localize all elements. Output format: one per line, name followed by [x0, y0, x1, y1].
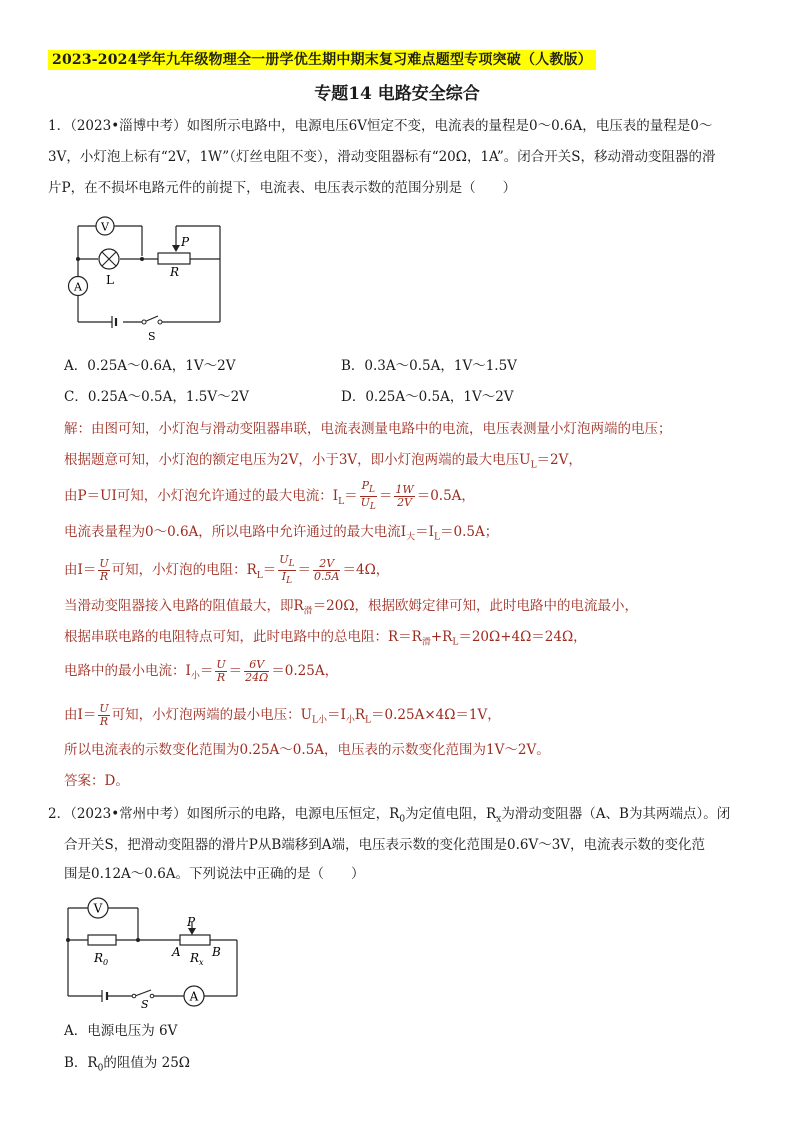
q1-solution-line-2: 根据题意可知，小灯泡的额定电压为2V，小于3V，即小灯泡两端的最大电压$U_L=2V$， [64, 452, 582, 471]
slider-arrow-icon [188, 928, 196, 935]
svg-text:V: V [101, 220, 109, 234]
svg-text:S: S [141, 998, 149, 1011]
q1-line-2: 3V，小灯泡上标有“2V，1W”（灯丝电阻不变），滑动变阻器标有“20Ω，1A”。闭合开关S，移动滑动变阻器的滑 [48, 149, 716, 165]
svg-text:A: A [74, 280, 82, 294]
q1-option-c[interactable]: C．0.25A～0.5A，1.5V～2V [64, 389, 249, 405]
q1-solution-line-8: 电路中的最小电流：$I_小=$ $\frac{U}{R}$ ＝ $\frac{6V}{24\Omega}$ ＝0.25A， [64, 658, 339, 684]
svg-text:R: R [170, 265, 180, 279]
svg-text:A: A [189, 989, 199, 1004]
q1-option-b[interactable]: B．0.3A～0.5A，1V～1.5V [341, 358, 517, 374]
q1-answer: 答案：D。 [64, 773, 129, 789]
svg-text:P: P [181, 235, 190, 249]
q1-solution-line-1: 解：由图可知，小灯泡与滑动变阻器串联，电流表测量电路中的电流，电压表测量小灯泡两端的电压； [64, 421, 672, 437]
svg-text:Rx: $R_x$ [190, 951, 204, 967]
q1-solution-line-10: 所以电流表的示数变化范围为0.25A～0.5A，电压表的示数变化范围为1V～2V。 [64, 742, 550, 758]
slider-arrow-icon [172, 245, 180, 252]
svg-text:V: V [93, 901, 103, 916]
q1-solution-line-3: 由P＝UI可知，小灯泡允许通过的最大电流：$I_L=$ $\frac{P_L}{U_L}$ ＝ $\frac{1W}{2V}$ ＝0.5A， [64, 479, 475, 513]
q1-solution-line-5: 由I＝ $\frac{U}{R}$ 可知，小灯泡的电阻：$R_L=$ $\frac{U_L}{I_L}$ ＝ $\frac{2V}{0.5A}$ ＝4Ω， [64, 553, 390, 587]
q1-option-d[interactable]: D．0.25A～0.5A，1V～2V [341, 389, 514, 405]
q1-circuit-diagram [60, 208, 230, 343]
q1-line-3: 片P，在不损坏电路元件的前提下，电流表、电压表示数的范围分别是（ ） [48, 180, 517, 196]
q2-option-a[interactable]: A．电源电压为 6V [64, 1023, 178, 1039]
svg-text:S: S [148, 330, 156, 343]
svg-text:B: B [212, 945, 221, 959]
series-banner: 2023-2024学年九年级物理全一册学优生期中期末复习难点题型专项突破（人教版） [48, 50, 596, 70]
svg-text:P: P [187, 915, 196, 929]
q1-solution-line-9: 由I＝ $\frac{U}{R}$ 可知，小灯泡两端的最小电压：$U_{L小}=I_小R_L=0.25A\times 4\Omega=1V$， [64, 702, 501, 728]
svg-text:R0: $R_0$ [94, 951, 109, 967]
q1-option-a[interactable]: A．0.25A～0.6A，1V～2V [64, 358, 236, 374]
q1-solution-line-7: 根据串联电路的电阻特点可知，此时电路中的总电阻：$R=R_滑+R_L=20\Omega+4\Omega=24\Omega$， [64, 629, 587, 648]
page-title: 专题14 电路安全综合 [314, 84, 480, 104]
q1-line-1: 1．（2023•淄博中考）如图所示电路中，电源电压6V恒定不变，电流表的量程是0～0.6A，电压表的量程是0～ [48, 118, 713, 134]
svg-text:A: A [172, 945, 181, 959]
q2-option-b[interactable]: B．$R_0$的阻值为 25Ω [64, 1055, 190, 1074]
q1-solution-line-4: 电流表量程为0～0.6A，所以电路中允许通过的最大电流$I_大=I_L=0.5A$； [64, 524, 499, 543]
q2-line-1: 2．（2023•常州中考）如图所示的电路，电源电压恒定，$R_0$为定值电阻，$R_x$为滑动变阻器（A、B为其两端点）。闭 [48, 806, 731, 825]
q2-line-3: 围是0.12A～0.6A。下列说法中正确的是（ ） [64, 866, 365, 882]
q1-solution-line-6: 当滑动变阻器接入电路的阻值最大，即$R_滑=20\Omega$，根据欧姆定律可知，此时电路中的电流最小， [64, 598, 639, 617]
q2-line-2: 合开关S，把滑动变阻器的滑片P从B端移到A端，电压表示数的变化范围是0.6V～3V，电流表示数的变化范 [64, 837, 706, 853]
svg-text:L: L [106, 273, 114, 287]
q2-circuit-diagram [60, 896, 245, 1012]
